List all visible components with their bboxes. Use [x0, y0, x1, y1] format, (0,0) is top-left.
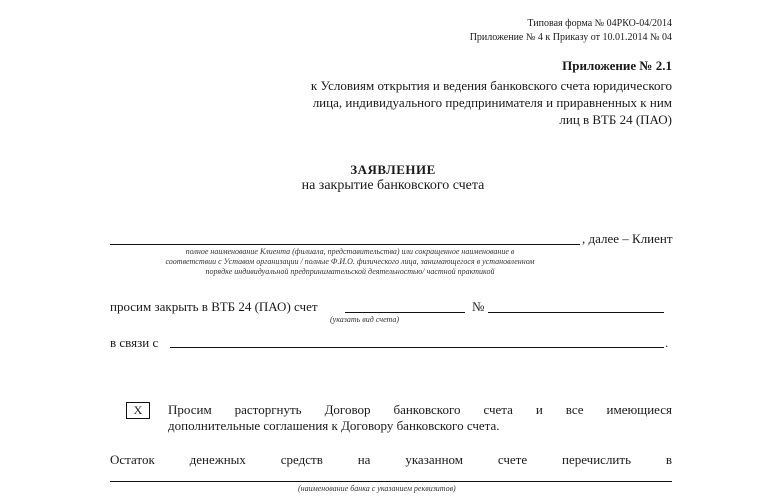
word: Договор [324, 402, 371, 417]
appendix-title: Приложение № 2.1 [562, 58, 672, 73]
client-name-field[interactable] [110, 244, 580, 245]
word: счета [483, 402, 513, 417]
word: Остаток [110, 452, 155, 467]
hint-line: порядке индивидуальной предпринимательской деятельностью/ частной практикой [205, 267, 495, 276]
document-title: ЗАЯВЛЕНИЕ [350, 162, 436, 177]
document-subtitle: на закрытие банковского счета [301, 178, 485, 193]
word: все [565, 402, 584, 417]
account-type-field[interactable] [345, 312, 465, 313]
appendix-line: к Условиям открытия и ведения банковского счета юридического [310, 78, 672, 93]
number-sign: № [472, 299, 485, 314]
terminate-contract-checkbox[interactable]: X [126, 402, 150, 419]
word: расторгнуть [234, 402, 302, 417]
word: средств [280, 452, 323, 467]
word: имеющиеся [606, 402, 672, 417]
order-reference: Приложение № 4 к Приказу от 10.01.2014 № 04 [469, 32, 672, 43]
appendix-line: лица, индивидуального предпринимателя и приравненных к ним [312, 95, 672, 110]
word: банковского [393, 402, 461, 417]
reason-field[interactable] [170, 347, 664, 348]
word: на [357, 452, 371, 467]
account-number-field[interactable] [488, 312, 664, 313]
client-name-hint [100, 247, 600, 277]
word: и [535, 402, 543, 417]
checkbox-text-line-1 [168, 402, 672, 418]
bank-details-field[interactable] [110, 481, 672, 482]
balance-transfer-text [110, 452, 672, 468]
word: денежных [189, 452, 246, 467]
form-number: Типовая форма № 04РКО-04/2014 [527, 18, 672, 29]
checkbox-text-line-2: дополнительные соглашения к Договору банковского счета. [168, 418, 500, 433]
bank-details-hint: (наименование банка с указанием реквизитов) [298, 484, 456, 493]
word: перечислить [562, 452, 631, 467]
close-request-text: просим закрыть в ВТБ 24 (ПАО) счет [110, 299, 318, 314]
word: Просим [168, 402, 212, 417]
hint-line: соответствии с Уставом организации / полные Ф.И.О. физического лица, занимающегося в установленном [165, 257, 535, 266]
appendix-description [311, 77, 672, 128]
reason-end: . [665, 335, 669, 350]
account-type-hint: (указать вид счета) [330, 315, 400, 324]
word: счете [497, 452, 528, 467]
word: указанном [405, 452, 463, 467]
appendix-line: лиц в ВТБ 24 (ПАО) [559, 112, 672, 127]
reason-label: в связи с [110, 335, 159, 350]
word: в [665, 452, 672, 467]
hint-line: полное наименование Клиента (филиала, представительства) или сокращенное наименование в [185, 247, 515, 256]
client-suffix: , далее – Клиент [582, 231, 673, 246]
